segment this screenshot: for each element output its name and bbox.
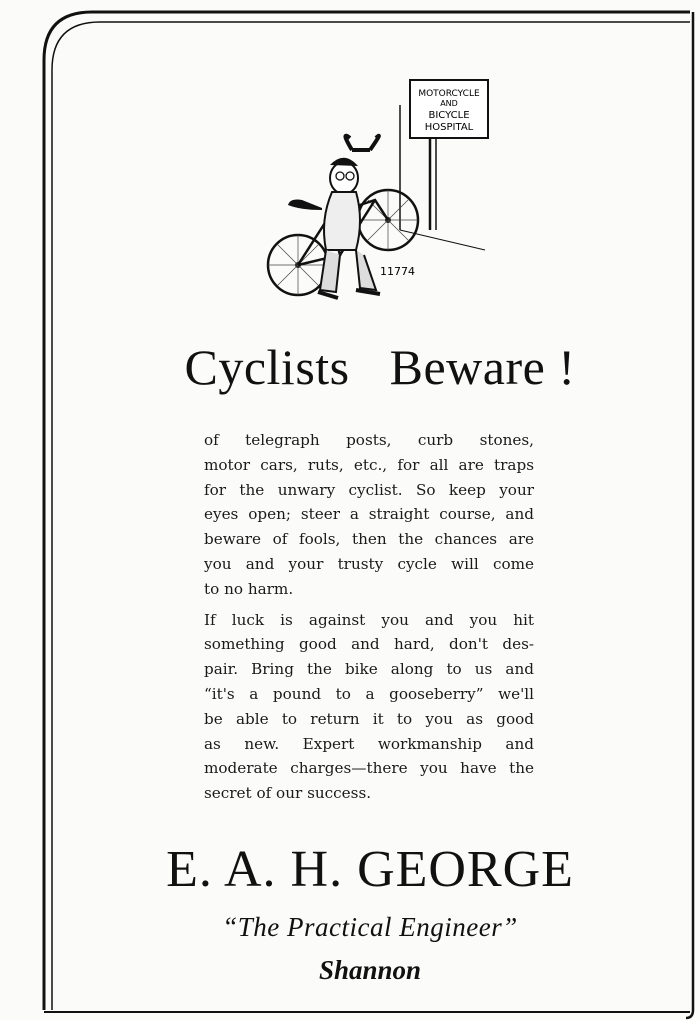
body-line: “it's a pound to a gooseberry” we'll [204,684,534,703]
hospital-sign [410,80,488,230]
body-line: pair. Bring the bike along to us and [204,660,534,679]
body-line: as new. Expert workmanship and [204,734,534,753]
body-line: secret of our success. [204,784,372,803]
body-line: for the unwary cyclist. So keep your [204,480,534,499]
sign-line-3: BICYCLE [428,110,470,121]
body-copy [204,428,534,812]
paragraph-2 [204,608,534,806]
body-line: be able to return it to you as good [204,709,534,728]
body-line: you and your trusty cycle will come [204,554,534,573]
headline [0,338,700,396]
body-line: to no harm. [204,579,294,598]
body-line: something good and hard, don't des- [204,635,534,654]
block-number: 11774 [380,265,415,278]
headline-word-2: Beware ! [389,339,576,395]
paragraph-1 [204,428,534,602]
sign-line-1: MOTORCYCLE [418,89,480,99]
body-line: of telegraph posts, curb stones, [204,431,534,449]
sign-line-2: AND [440,99,458,108]
person-figure [318,158,380,298]
body-line: motor cars, ruts, etc., for all are traps [204,455,534,474]
firm-tagline: “The Practical Engineer” [222,912,518,942]
cyclist-illustration [260,50,500,310]
firm-name: E. A. H. GEORGE [166,841,574,898]
body-line: moderate charges—there you have the [204,759,534,778]
body-line: eyes open; steer a straight course, and [204,505,534,524]
sign-line-4: HOSPITAL [424,122,474,133]
firm-location: Shannon [318,955,422,985]
body-line: beware of fools, then the chances are [204,530,534,549]
body-line: If luck is against you and you hit [204,610,534,629]
headline-word-1: Cyclists [184,339,350,395]
